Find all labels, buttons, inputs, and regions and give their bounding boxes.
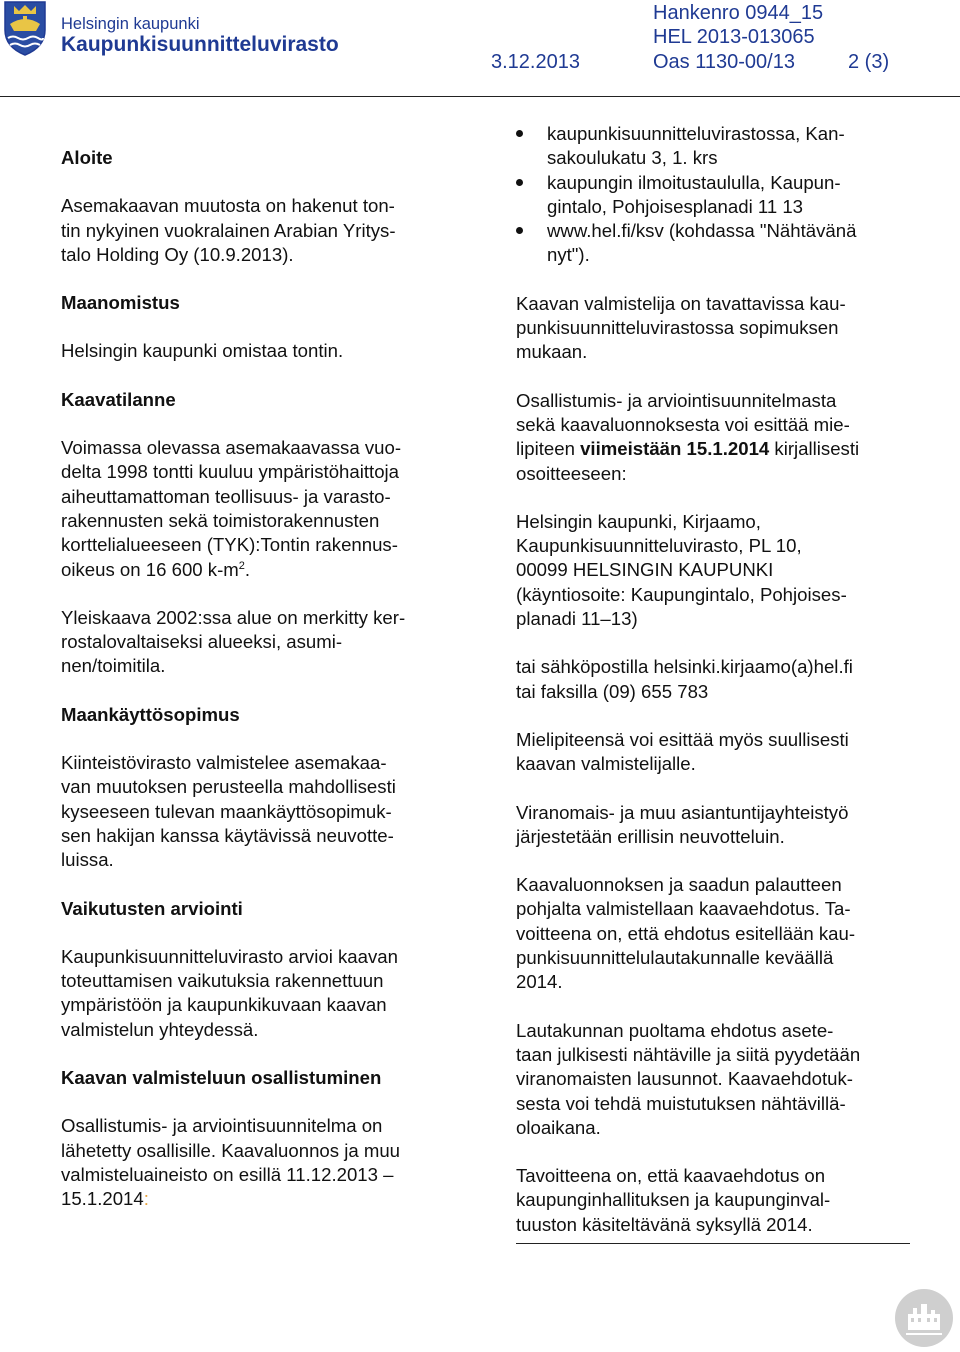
- text-line: aiheuttamattoman teollisuus- ja varasto-: [61, 485, 391, 507]
- display-locations-list: [516, 122, 860, 268]
- address-line: (käyntiosoite: Kaupungintalo, Pohjoises-: [516, 583, 847, 605]
- text-line: sesta voi tehdä muistutuksen nähtävillä-: [516, 1092, 846, 1114]
- text-line: kaupunginhallituksen ja kaupunginval-: [516, 1189, 831, 1211]
- end-date: 15.1.2014: [61, 1188, 144, 1210]
- text-line: kaupunkisuunnitteluvirastossa, Kan-: [547, 123, 845, 144]
- right-column: [516, 122, 860, 1237]
- text-line: Yleiskaava 2002:ssa alue on merkitty ker-: [61, 606, 406, 628]
- text-line: Osallistumis- ja arviointisuunnitelma on: [61, 1115, 383, 1137]
- heading-maanomistus: Maanomistus: [61, 292, 180, 314]
- text-line: delta 1998 tontti kuuluu ympäristöhaittoja: [61, 461, 400, 483]
- text-line: nyt").: [547, 244, 590, 266]
- bullet-icon: [516, 130, 523, 137]
- text-line: nen/toimitila.: [61, 655, 166, 677]
- text-line: Asemakaavan muutosta on hakenut ton-: [61, 195, 395, 217]
- list-item: [516, 219, 860, 268]
- text-line: gintalo, Pohjoisesplanadi 11 13: [547, 195, 804, 217]
- floor-area-text: oikeus on 16 600 k-m: [61, 558, 239, 580]
- list-item: [516, 122, 860, 171]
- text-line: sekä kaavaluonnoksesta voi esittää mie-: [516, 413, 850, 435]
- text-line: Kaavan valmistelija on tavattavissa kau-: [516, 292, 846, 314]
- text-line: Mielipiteensä voi esittää myös suullisesti: [516, 728, 849, 750]
- helsinki-crest-icon: [2, 0, 48, 56]
- header-divider: [0, 96, 960, 97]
- text-line: 2014.: [516, 971, 563, 993]
- text-line: Voimassa olevassa asemakaavassa vuo-: [61, 437, 402, 459]
- text-line: sakoulukatu 3, 1. krs: [547, 147, 718, 169]
- text-line: kaavan valmistelijalle.: [516, 753, 696, 775]
- text-line: Osallistumis- ja arviointisuunnitelmasta: [516, 389, 837, 411]
- text-line: van muutoksen perusteella mahdollisesti: [61, 776, 396, 798]
- text-line: oloaikana.: [516, 1116, 601, 1138]
- period: .: [244, 558, 251, 580]
- case-number: Hankenro 0944_15: [653, 2, 824, 24]
- superscript-2: 2: [238, 559, 245, 572]
- text-line: Helsingin kaupunki omistaa tontin.: [61, 340, 344, 362]
- text-line: ympäristöön ja kaupunkikuvaan kaavan: [61, 994, 387, 1016]
- text-line: osoitteeseen:: [516, 462, 627, 484]
- text-line: www.hel.fi/ksv (kohdassa "Nähtävänä: [547, 220, 857, 242]
- address-line: Helsingin kaupunki, Kirjaamo,: [516, 510, 761, 532]
- file-code: Oas 1130-00/13: [653, 51, 795, 73]
- heading-kaavatilanne: Kaavatilanne: [61, 388, 176, 410]
- deadline-post: kirjallisesti: [769, 438, 860, 460]
- bullet-icon: [516, 179, 523, 186]
- end-divider: [516, 1243, 910, 1244]
- record-id: HEL 2013-013065: [653, 26, 815, 48]
- text-line: luissa.: [61, 849, 114, 871]
- text-line: tin nykyinen vuokralainen Arabian Yritys-: [61, 219, 396, 241]
- text-line: Lautakunnan puoltama ehdotus asete-: [516, 1019, 834, 1041]
- department-name: Kaupunkisuunnitteluvirasto: [61, 33, 339, 56]
- text-line: viranomaisten lausunnot. Kaavaehdotuk-: [516, 1068, 853, 1090]
- contact-email: tai sähköpostilla helsinki.kirjaamo(a)hel.fi: [516, 656, 853, 678]
- text-line: järjestetään erillisin neuvotteluin.: [516, 825, 785, 847]
- text-line: punkisuunnittelulautakunnalle keväällä: [516, 947, 834, 969]
- text-line: Kaavaluonnoksen ja saadun palautteen: [516, 874, 842, 896]
- text-line: mukaan.: [516, 341, 588, 363]
- orange-colon: :: [143, 1188, 149, 1210]
- page-number: 2 (3): [848, 51, 890, 73]
- heading-maankayttosopimus: Maankäyttösopimus: [61, 703, 240, 725]
- text-line: taan julkisesti nähtäville ja siitä pyydetään: [516, 1043, 861, 1065]
- text-line-deadline: [516, 437, 860, 461]
- city-logo-icon: [894, 1288, 954, 1348]
- text-line: lähetetty osallisille. Kaavaluonnos ja muu: [61, 1139, 401, 1161]
- text-line-end-date: [61, 1187, 405, 1211]
- heading-vaikutusten-arviointi: Vaikutusten arviointi: [61, 897, 243, 919]
- text-line: rakennusten sekä toimistorakennusten: [61, 509, 380, 531]
- document-date: 3.12.2013: [491, 51, 580, 73]
- heading-aloite: Aloite: [61, 147, 113, 168]
- text-line: Tavoitteena on, että kaavaehdotus on: [516, 1165, 826, 1187]
- text-line: Kaupunkisuunnitteluvirasto arvioi kaavan: [61, 945, 398, 967]
- text-line: rostalovaltaiseksi alueeksi, asumi-: [61, 631, 343, 653]
- text-line: valmisteluaineisto on esillä 11.12.2013 –: [61, 1163, 394, 1185]
- deadline-date: viimeistään 15.1.2014: [580, 438, 770, 460]
- text-line: punkisuunnitteluvirastossa sopimuksen: [516, 317, 839, 339]
- contact-fax: tai faksilla (09) 655 783: [516, 680, 709, 702]
- list-item: [516, 171, 860, 220]
- text-line: toteuttamisen vaikutuksia rakennettuun: [61, 970, 384, 992]
- left-column: [61, 146, 405, 1212]
- text-line: sen hakijan kanssa käytävissä neuvotte-: [61, 824, 394, 846]
- heading-osallistuminen: Kaavan valmisteluun osallistuminen: [61, 1067, 382, 1089]
- text-line-floor-area: [61, 558, 405, 582]
- text-line: pohjalta valmistellaan kaavaehdotus. Ta-: [516, 898, 851, 920]
- text-line: talo Holding Oy (10.9.2013).: [61, 243, 294, 265]
- text-line: kyseeseen tulevan maankäyttösopimuk-: [61, 800, 392, 822]
- bullet-icon: [516, 227, 523, 234]
- text-line: tuuston käsiteltävänä syksyllä 2014.: [516, 1213, 813, 1235]
- deadline-pre: lipiteen: [516, 438, 581, 460]
- text-line: valmistelun yhteydessä.: [61, 1018, 259, 1040]
- text-line: voitteena on, että ehdotus esitellään kau-: [516, 922, 856, 944]
- text-line: Viranomais- ja muu asiantuntijayhteistyö: [516, 801, 849, 823]
- address-line: Kaupunkisuunnitteluvirasto, PL 10,: [516, 535, 802, 557]
- text-line: Kiinteistövirasto valmistelee asemakaa-: [61, 752, 387, 774]
- address-line: 00099 HELSINGIN KAUPUNKI: [516, 559, 774, 581]
- text-line: kaupungin ilmoitustaululla, Kaupun-: [547, 171, 841, 193]
- address-line: planadi 11–13): [516, 608, 638, 630]
- text-line: korttelialueeseen (TYK):Tontin rakennus-: [61, 534, 398, 556]
- org-name: Helsingin kaupunki: [61, 15, 200, 33]
